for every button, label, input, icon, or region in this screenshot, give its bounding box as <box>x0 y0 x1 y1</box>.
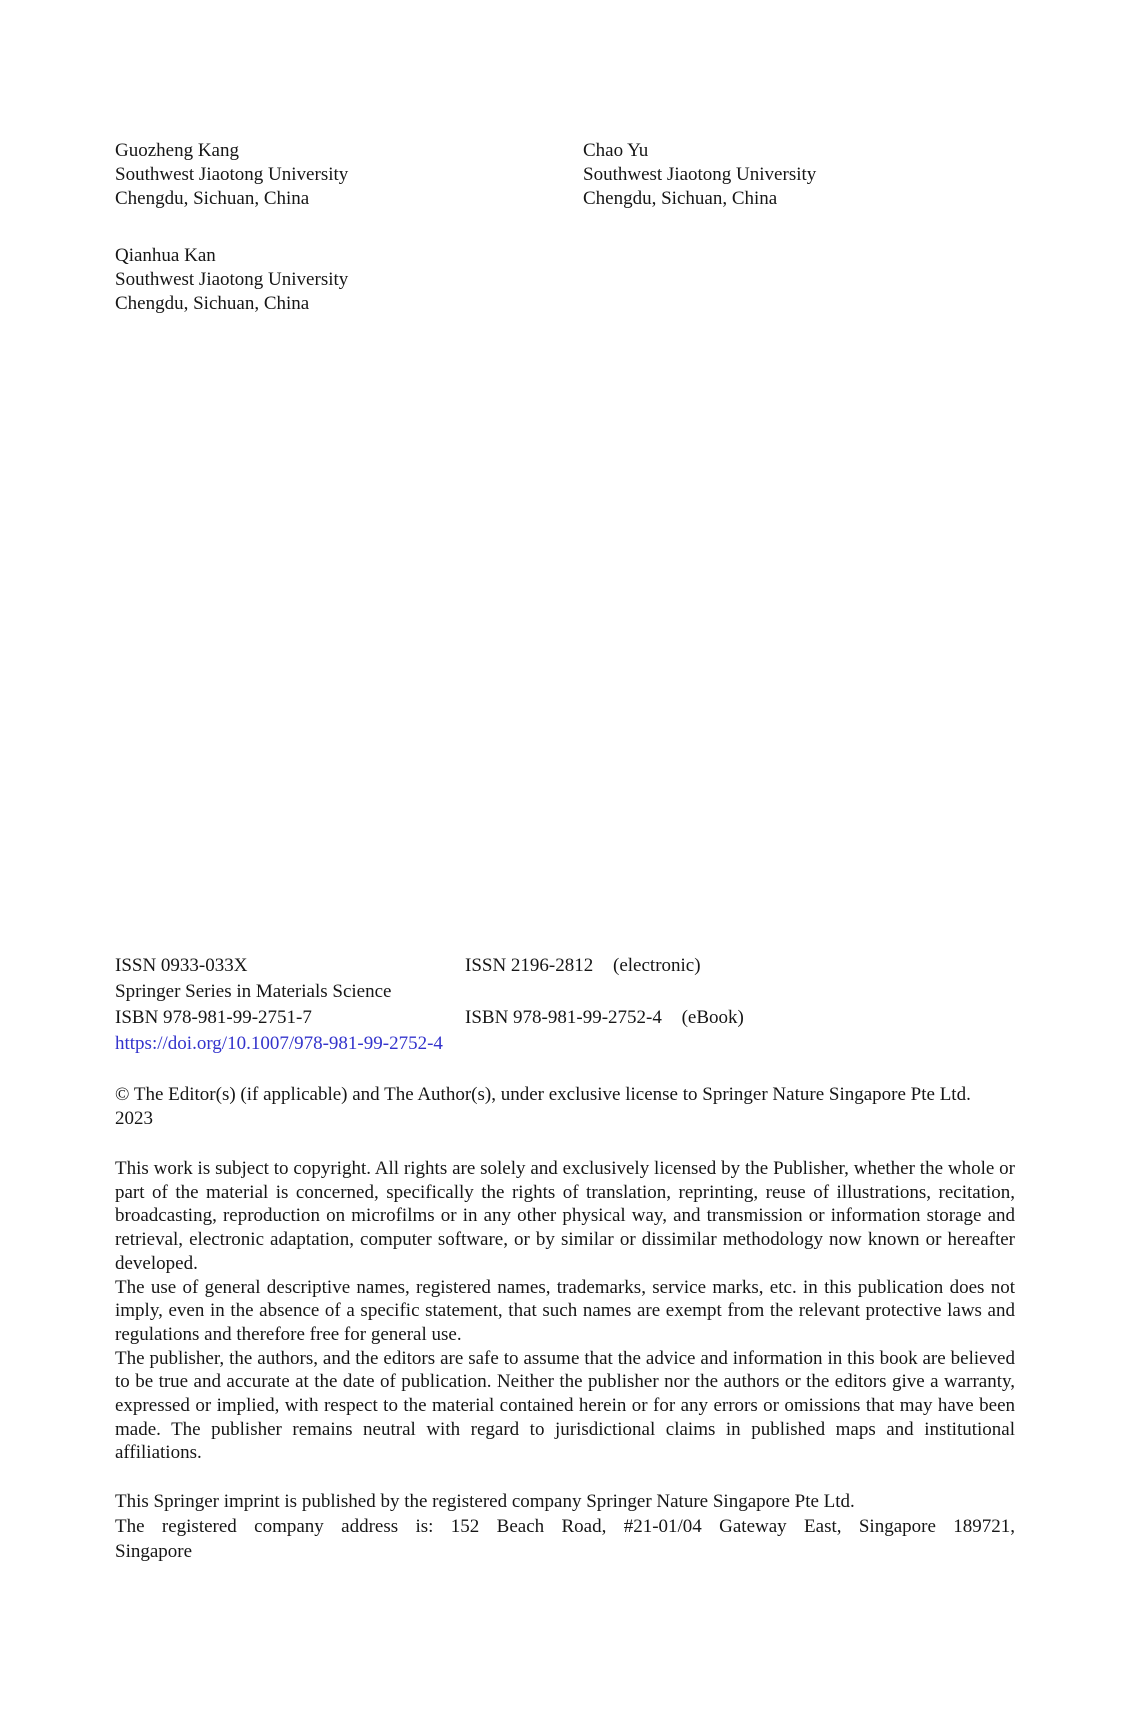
issn-electronic-group <box>465 953 701 979</box>
issn-print: ISSN 0933-033X <box>115 955 248 976</box>
imprint-address-line: The registered company address is: 152 Beach Road, #21-01/04 Gateway East, Singapore 189721, <box>115 1516 1015 1537</box>
doi-row <box>115 1031 1035 1057</box>
author-name: Qianhua Kan <box>115 245 216 266</box>
imprint-block <box>115 1489 1015 1564</box>
author-location: Chengdu, Sichuan, China <box>115 293 310 314</box>
legal-paragraph-warranty: The publisher, the authors, and the editors are safe to assume that the advice and information in this book are believed to be true and accurate at the date of publication. Neither the publisher nor the authors or the editors give a warranty, expressed or implied, with respect to the material contained herein or for any errors or omissions that may have been made. The publisher remains neutral with regard to jurisdictional claims in published maps and institutional affiliations. <box>115 1347 1015 1464</box>
isbn-print: ISBN 978-981-99-2751-7 <box>115 1007 312 1028</box>
copyright-notice: © The Editor(s) (if applicable) and The Author(s), under exclusive license to Springer Nature Singapore Pte Ltd. 2023 <box>115 1084 971 1129</box>
author-name: Guozheng Kang <box>115 140 239 161</box>
author-affiliation: Southwest Jiaotong University <box>115 164 349 185</box>
isbn-row <box>115 1005 1035 1031</box>
series-title-row <box>115 979 1035 1005</box>
series-title: Springer Series in Materials Science <box>115 981 392 1002</box>
author-location: Chengdu, Sichuan, China <box>115 188 310 209</box>
publication-info-block <box>115 953 1035 1057</box>
isbn-ebook-group <box>465 1005 744 1031</box>
legal-text-block <box>115 1157 1015 1465</box>
legal-paragraph-names: The use of general descriptive names, registered names, trademarks, service marks, etc. in this publication does not imply, even in the absence of a specific statement, that such names are exempt from the relevant protective laws and regulations and therefore free for general use. <box>115 1276 1015 1345</box>
issn-electronic: ISSN 2196-2812 <box>465 955 594 976</box>
legal-paragraph-rights: This work is subject to copyright. All rights are solely and exclusively licensed by the Publisher, whether the whole or part of the material is concerned, specifically the rights of translation, reprinting, reuse of illustrations, recitation, broadcasting, reproduction on microfilms or in any other physical way, and transmission or information storage and retrieval, electronic adaptation, computer software, or by similar or dissimilar methodology now known or hereafter developed. <box>115 1158 1015 1274</box>
author-name: Chao Yu <box>583 140 649 161</box>
author-affiliation: Southwest Jiaotong University <box>583 164 817 185</box>
author-block-3 <box>115 244 348 316</box>
isbn-ebook: ISBN 978-981-99-2752-4 <box>465 1007 662 1028</box>
isbn-ebook-note: (eBook) <box>681 1007 744 1028</box>
imprint-country-line: Singapore <box>115 1541 193 1562</box>
author-location: Chengdu, Sichuan, China <box>583 188 778 209</box>
issn-electronic-note: (electronic) <box>613 955 701 976</box>
doi-link[interactable]: https://doi.org/10.1007/978-981-99-2752-4 <box>115 1033 443 1054</box>
author-block-2 <box>583 139 816 211</box>
imprint-company-line: This Springer imprint is published by the registered company Springer Nature Singapore Pte Ltd. <box>115 1491 855 1512</box>
issn-row <box>115 953 1035 979</box>
author-block-1 <box>115 139 348 211</box>
author-affiliation: Southwest Jiaotong University <box>115 269 349 290</box>
